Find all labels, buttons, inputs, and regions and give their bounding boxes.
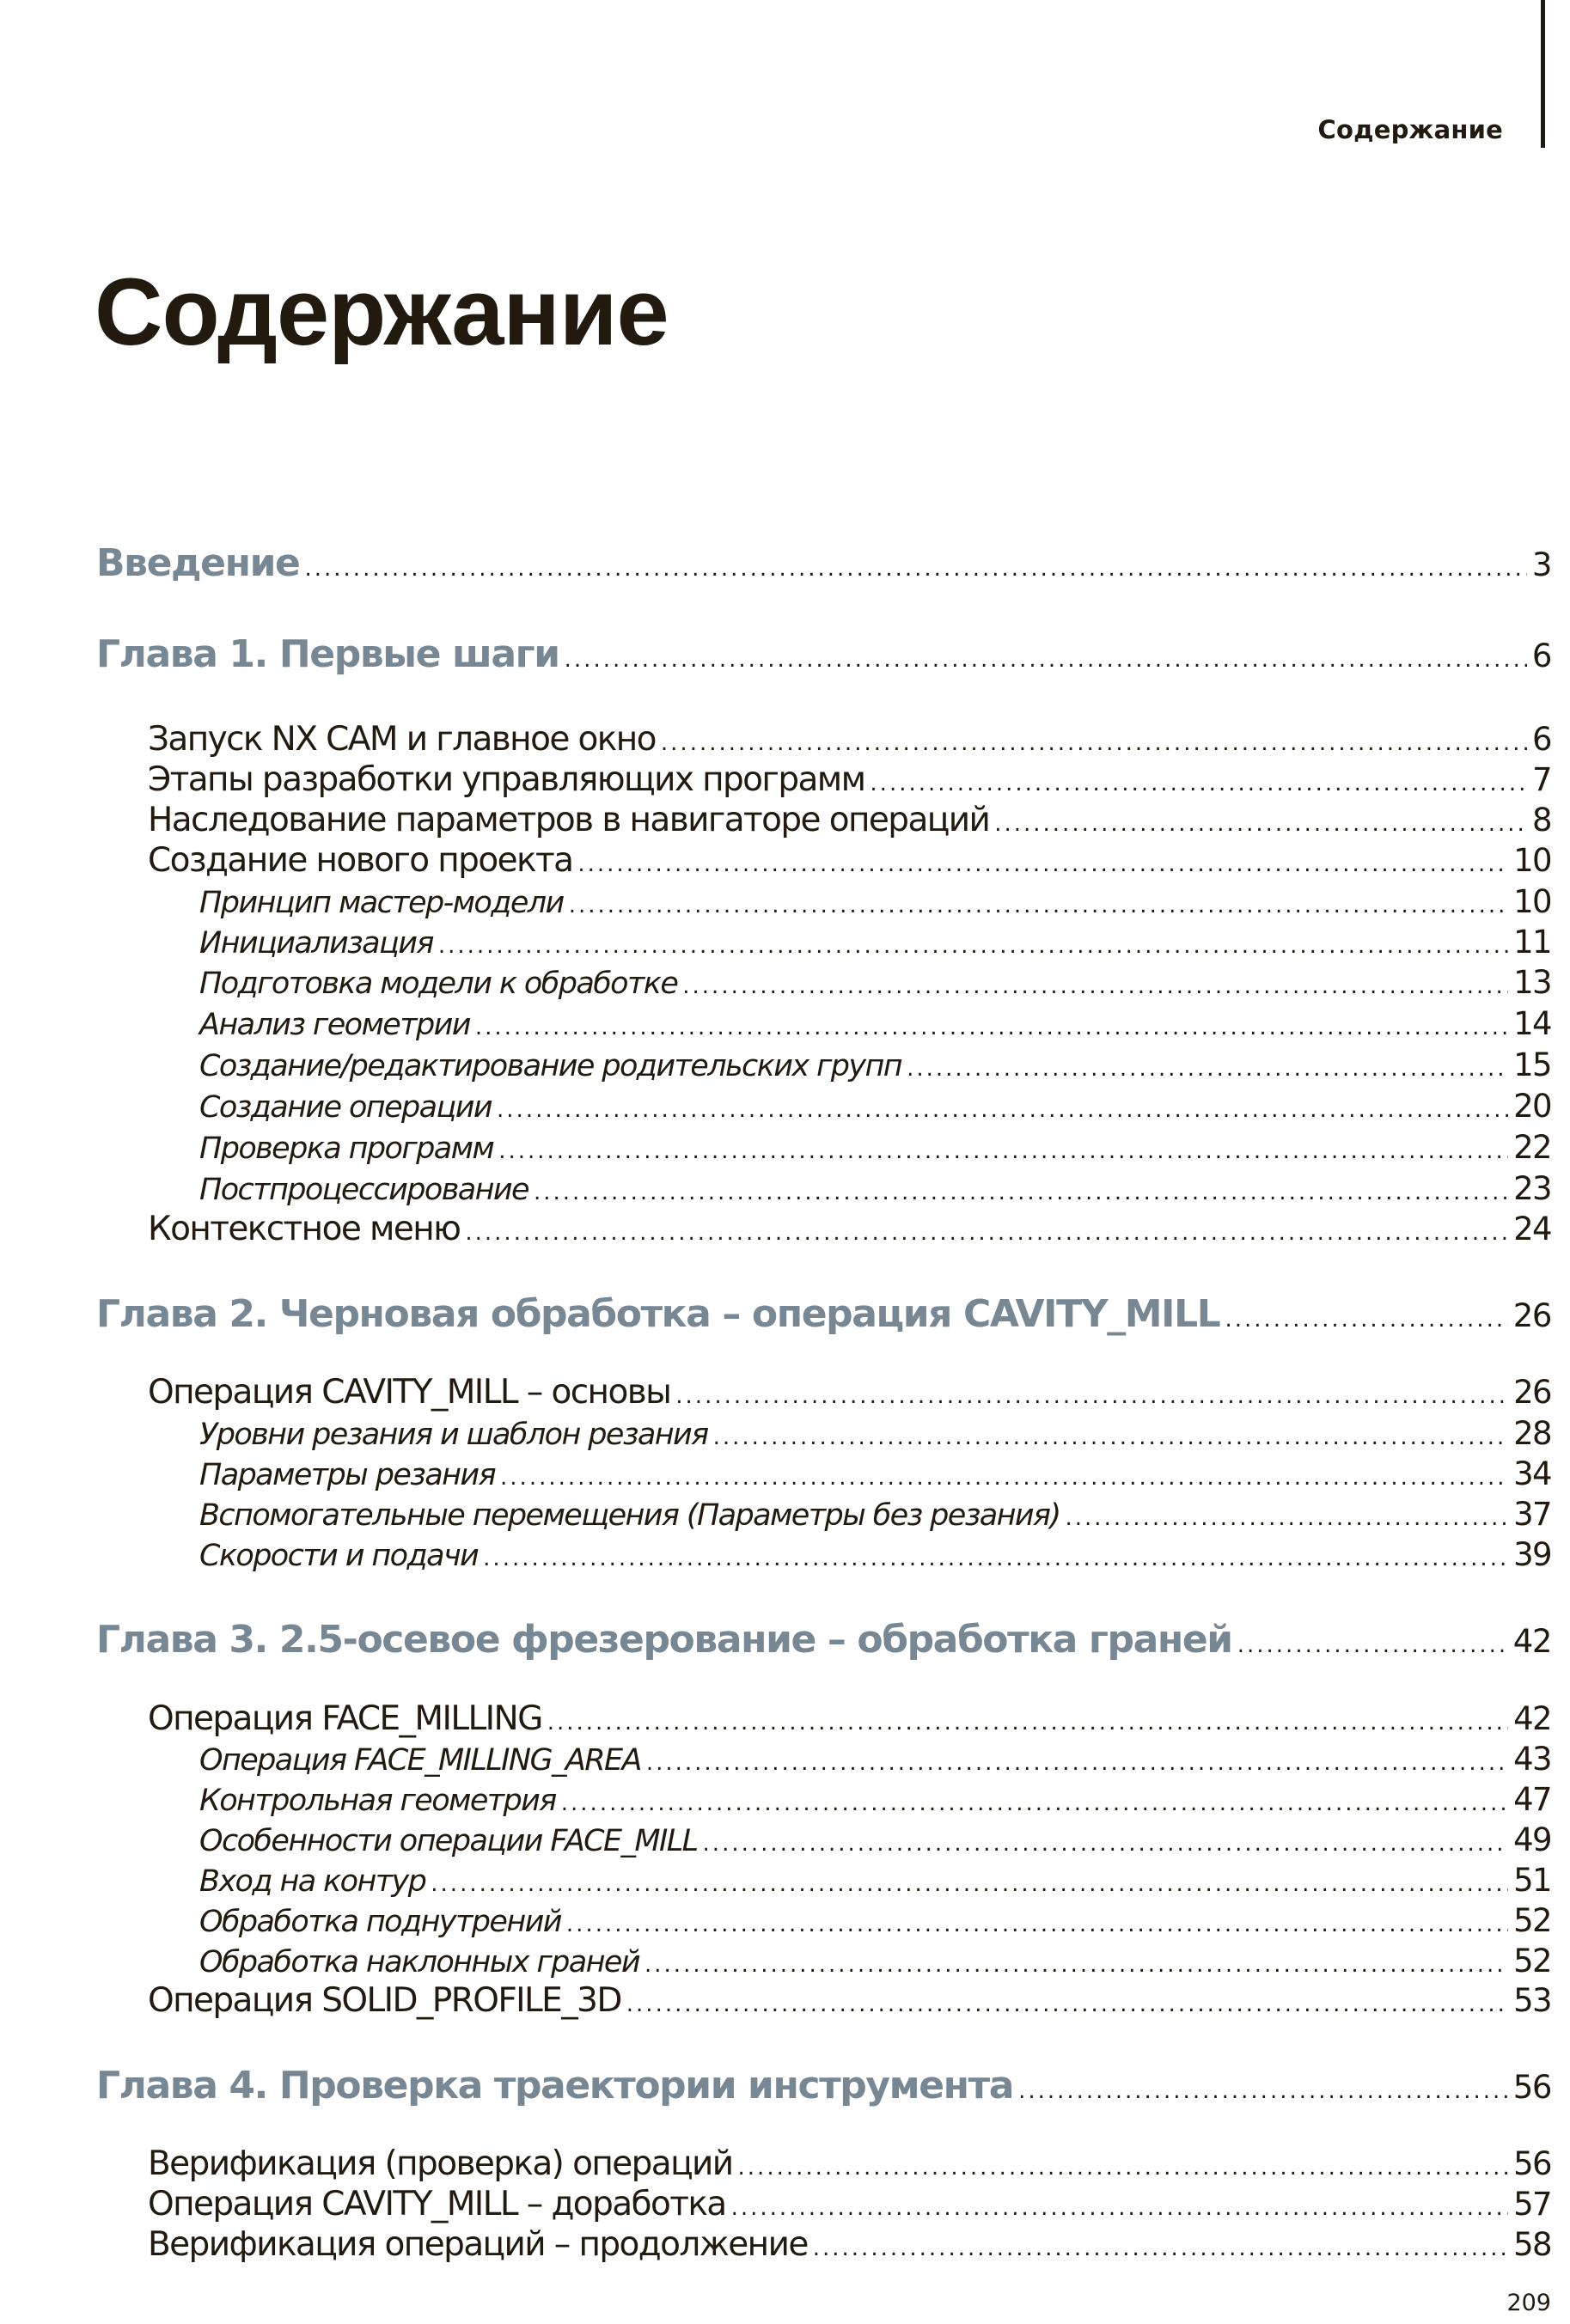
toc-entry-title: Верификация (проверка) операций — [148, 2144, 733, 2183]
toc-entry-chapter[interactable] — [96, 2064, 1551, 2107]
toc-entry-title: Верификация операций – продолжение — [148, 2225, 808, 2264]
dot-leader — [675, 1383, 1508, 1409]
toc-page-number: 42 — [1512, 1623, 1551, 1660]
toc-entry-section[interactable] — [96, 2185, 1551, 2223]
toc-entry-subsection[interactable] — [96, 1821, 1551, 1858]
toc-entry-subsection[interactable] — [96, 1862, 1551, 1899]
dot-leader — [661, 730, 1527, 756]
toc-entry-title: Запуск NX CAM и главное окно — [148, 720, 656, 759]
toc-entry-title: Уровни резания и шаблон резания — [199, 1418, 708, 1452]
toc-entry-chapter[interactable] — [96, 1292, 1551, 1336]
toc-entry-subsection[interactable] — [96, 1455, 1551, 1492]
toc-page-number: 52 — [1513, 1902, 1551, 1939]
toc-entry-title: Подготовка модели к обработке — [199, 967, 678, 1001]
toc-page-number: 13 — [1513, 964, 1551, 1001]
dot-leader — [577, 851, 1508, 877]
toc-entry-subsection[interactable] — [96, 1415, 1551, 1452]
toc-page-number: 39 — [1513, 1536, 1551, 1573]
toc-entry-title: Операция SOLID_PROFILE_3D — [148, 1981, 621, 2020]
toc-entry-title: Принцип мастер-модели — [199, 886, 564, 920]
toc-entry-title: Контрольная геометрия — [199, 1784, 556, 1818]
toc-page-number: 11 — [1513, 924, 1551, 961]
toc-entry-section[interactable] — [96, 801, 1551, 839]
dot-leader — [703, 1831, 1509, 1857]
toc-entry-title: Операция CAVITY_MILL – доработка — [148, 2185, 726, 2223]
toc-entry-title: Создание нового проекта — [148, 841, 573, 880]
toc-page-number: 24 — [1513, 1211, 1551, 1247]
toc-entry-title: Глава 1. Первые шаги — [96, 632, 559, 676]
dot-leader — [566, 1912, 1508, 1937]
dot-leader — [1225, 1307, 1507, 1333]
dot-leader — [465, 1220, 1508, 1246]
toc-entry-section[interactable] — [96, 760, 1551, 799]
running-header-rule — [1541, 0, 1545, 148]
dot-leader — [682, 973, 1508, 999]
dot-leader — [500, 1465, 1508, 1491]
toc-entry-title: Параметры резания — [199, 1458, 496, 1492]
running-header: Содержание — [1317, 115, 1503, 144]
dot-leader — [646, 1750, 1508, 1776]
toc-page-number: 26 — [1513, 1374, 1551, 1411]
dot-leader — [304, 556, 1526, 582]
dot-leader — [438, 933, 1508, 959]
toc-page-number: 6 — [1532, 721, 1551, 758]
toc-page-number: 20 — [1513, 1088, 1551, 1125]
dot-leader — [994, 811, 1527, 837]
dot-leader — [738, 2155, 1509, 2181]
toc-entry-section[interactable] — [96, 841, 1551, 880]
toc-page-number: 53 — [1513, 1982, 1551, 2019]
toc-page-number: 58 — [1513, 2226, 1551, 2263]
toc-entry-title: Создание/редактирование родительских групп — [199, 1049, 902, 1083]
dot-leader — [870, 771, 1527, 796]
toc-entry-title: Глава 2. Черновая обработка – операция CAVITY_MILL — [96, 1292, 1220, 1336]
page-number: 209 — [1506, 2290, 1551, 2316]
toc-entry-section[interactable] — [96, 2144, 1551, 2183]
toc-page-number: 23 — [1513, 1170, 1551, 1207]
toc-page-number: 43 — [1513, 1741, 1551, 1778]
toc-page-number: 47 — [1513, 1781, 1551, 1818]
toc-entry-title: Наследование параметров в навигаторе операций — [148, 801, 990, 839]
toc-entry-title: Постпроцессирование — [199, 1173, 528, 1207]
toc-page-number: 10 — [1513, 883, 1551, 920]
dot-leader — [569, 893, 1508, 918]
toc-entry-title: Анализ геометрии — [199, 1008, 470, 1042]
toc-page-number: 8 — [1532, 802, 1551, 839]
toc-entry-section[interactable] — [96, 2225, 1551, 2264]
toc-page-number: 22 — [1513, 1129, 1551, 1166]
toc-entry-title: Операция FACE_MILLING — [148, 1699, 542, 1738]
toc-entry-title: Вспомогательные перемещения (Параметры без резания) — [199, 1498, 1060, 1533]
toc-entry-subsection[interactable] — [96, 1781, 1551, 1818]
toc-page-number: 28 — [1513, 1415, 1551, 1452]
toc-page-number: 56 — [1513, 2145, 1551, 2182]
page-title: Содержание — [95, 259, 669, 365]
dot-leader — [475, 1015, 1508, 1040]
toc-page-number: 15 — [1513, 1046, 1551, 1083]
toc-entry-subsection[interactable] — [96, 1170, 1551, 1207]
toc-entry-title: Обработка поднутрений — [199, 1905, 561, 1939]
toc-entry-title: Обработка наклонных граней — [199, 1945, 640, 1979]
toc-entry-subsection[interactable] — [96, 1902, 1551, 1939]
dot-leader — [561, 1790, 1508, 1816]
toc-entry-title: Вход на контур — [199, 1864, 426, 1899]
toc-entry-title: Операция FACE_MILLING_AREA — [199, 1743, 641, 1778]
dot-leader — [1018, 2078, 1508, 2104]
dot-leader — [731, 2195, 1509, 2221]
toc-page-number: 7 — [1532, 761, 1551, 798]
toc-entry-subsection[interactable] — [96, 1005, 1551, 1042]
toc-entry-subsection[interactable] — [96, 1943, 1551, 1979]
toc-entry-subsection[interactable] — [96, 1496, 1551, 1533]
toc-entry-title: Операция CAVITY_MILL – основы — [148, 1373, 671, 1412]
toc-page-number: 49 — [1513, 1821, 1551, 1858]
toc-entry-subsection[interactable] — [96, 1129, 1551, 1166]
toc-page-number: 56 — [1512, 2069, 1551, 2106]
toc-page-number: 42 — [1513, 1700, 1551, 1737]
toc-entry-subsection[interactable] — [96, 964, 1551, 1001]
toc-entry-title: Создание операции — [199, 1090, 492, 1125]
toc-entry-title: Контекстное меню — [148, 1210, 461, 1248]
toc-page-number: 37 — [1513, 1496, 1551, 1533]
toc-entry-subsection[interactable] — [96, 1088, 1551, 1125]
dot-leader — [483, 1546, 1508, 1571]
dot-leader — [1237, 1632, 1508, 1658]
dot-leader — [626, 1992, 1508, 2017]
toc-entry-chapter[interactable] — [96, 1618, 1551, 1662]
dot-leader — [644, 1952, 1508, 1978]
toc-page-number: 3 — [1531, 546, 1551, 583]
toc-entry-subsection[interactable] — [96, 924, 1551, 961]
toc-entry-section[interactable] — [96, 1210, 1551, 1248]
dot-leader — [907, 1056, 1508, 1082]
dot-leader — [565, 647, 1527, 673]
toc-page-number: 6 — [1531, 637, 1551, 674]
dot-leader — [1066, 1505, 1509, 1531]
toc-page-number: 26 — [1512, 1297, 1551, 1334]
toc-entry-section[interactable] — [96, 720, 1551, 759]
toc-entry-title: Скорости и подачи — [199, 1539, 479, 1573]
toc-entry-section[interactable] — [96, 1699, 1551, 1738]
dot-leader — [497, 1097, 1508, 1123]
toc-page-number: 34 — [1513, 1455, 1551, 1492]
dot-leader — [813, 2236, 1508, 2261]
toc-entry-chapter[interactable] — [96, 541, 1551, 585]
toc-page-number: 10 — [1513, 842, 1551, 879]
dot-leader — [534, 1180, 1508, 1205]
toc-entry-subsection[interactable] — [96, 1046, 1551, 1083]
toc-entry-chapter[interactable] — [96, 632, 1551, 676]
toc-entry-subsection[interactable] — [96, 1536, 1551, 1573]
toc-page-number: 14 — [1513, 1005, 1551, 1042]
toc-entry-subsection[interactable] — [96, 883, 1551, 920]
toc-entry-title: Инициализация — [199, 926, 433, 961]
dot-leader — [713, 1424, 1509, 1450]
toc-entry-subsection[interactable] — [96, 1741, 1551, 1778]
dot-leader — [498, 1138, 1508, 1164]
toc-entry-title: Проверка программ — [199, 1132, 494, 1166]
dot-leader — [547, 1710, 1508, 1735]
toc-entry-title: Особенности операции FACE_MILL — [199, 1824, 698, 1858]
toc-entry-section[interactable] — [96, 1981, 1551, 2020]
toc-entry-title: Этапы разработки управляющих программ — [148, 760, 865, 799]
toc-page-number: 51 — [1513, 1862, 1551, 1899]
toc-entry-title: Введение — [96, 541, 300, 585]
toc-page-number: 52 — [1513, 1943, 1551, 1979]
toc-page-number: 57 — [1513, 2186, 1551, 2223]
toc-entry-title: Глава 4. Проверка траектории инструмента — [96, 2064, 1014, 2107]
dot-leader — [431, 1871, 1508, 1897]
toc-entry-title: Глава 3. 2.5-осевое фрезерование – обработка граней — [96, 1618, 1232, 1662]
toc-entry-section[interactable] — [96, 1373, 1551, 1412]
